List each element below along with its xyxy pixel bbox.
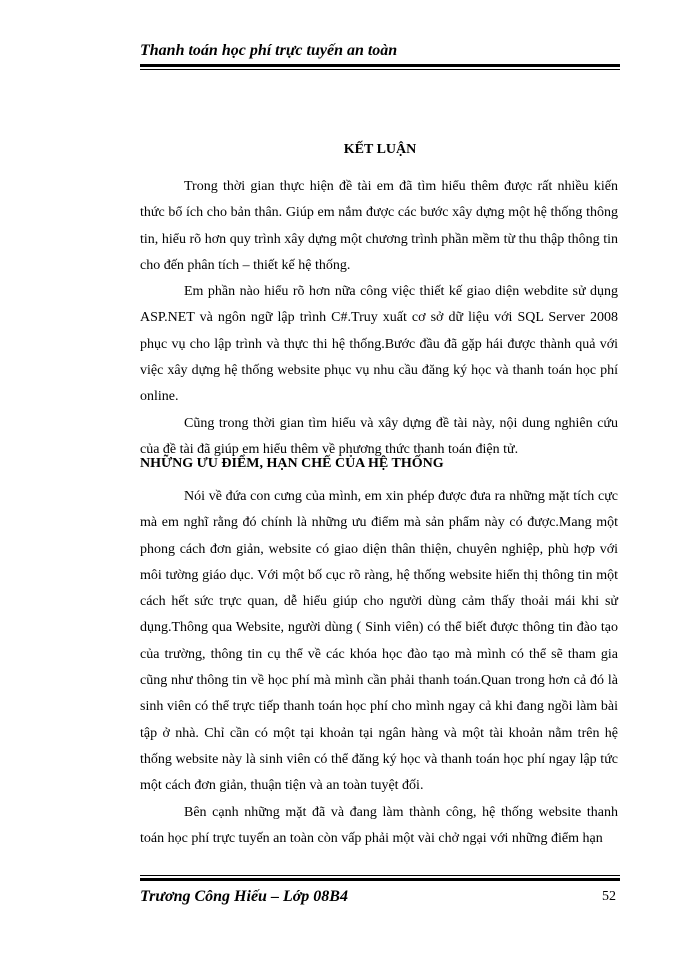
footer-author: Trương Công Hiếu – Lớp 08B4 [140,888,348,905]
header-rule-thin [140,69,620,70]
advantages-paragraph: Bên cạnh những mặt đã và đang làm thành công, hệ thống website thanh toán học phí trực tuyến an toàn còn vấp phải một vài chở ngại với những điểm hạn [140,804,618,846]
header-title: Thanh toán học phí trực tuyến an toàn [140,42,398,59]
advantages-heading: NHỮNG ƯU ĐIỂM, HẠN CHẾ CỦA HỆ THỐNG [140,456,444,471]
conclusion-paragraph: Trong thời gian thực hiện đề tài em đã tìm hiểu thêm được rất nhiều kiến thức bổ ích cho bản thân. Giúp em nắm được các bước xây dựng một hệ thống thông tin, hiểu rõ hơn quy trình xây dựng một chương trình phần mềm từ thu thập thông tin cho đến phân tích – thiết kế hệ thống. [140,179,618,273]
conclusion-heading: KẾT LUẬN [343,142,417,157]
page-number: 52 [602,889,616,904]
header-rule-thick [140,64,620,67]
conclusion-body [140,174,618,463]
advantages-paragraph: Nói về đứa con cưng của mình, em xin phép được đưa ra những mặt tích cực mà em nghĩ rằng đó chính là những ưu điểm mà sản phẩm này có được.Mang một phong cách đơn giản, website có giao diện thân thiện, chuyên nghiệp, phù hợp với môi tường giáo dục. Với một bố cục rõ ràng, hệ thống website hiển thị thông tin một cách hết sức trực quan, dễ hiểu giúp cho người dùng cảm thấy thoải mái khi sử dụng.Thông qua Website, người dùng ( Sinh viên) có thể biết được thông tin đào tạo của trường, thông tin cụ thể về các khóa học đào tạo mà mình có thể sẽ tham gia cũng như thông tin về học phí mà mình cần phải thanh toán.Quan trong hơn cả đó là sinh viên có thể trực tiếp thanh toán học phí cho mình ngay cả khi đang ngồi làm bài tập ở nhà. Chỉ cần có một tại khoản tại ngân hàng và một tài khoản nằm trên hệ thống website này là sinh viên có thể đăng ký học và thanh toán học phí ngay lập tức một cách đơn giản, thuận tiện và an toàn tuyệt đối. [140,489,618,794]
conclusion-paragraph: Em phần nào hiểu rõ hơn nữa công việc thiết kế giao diện webdite sử dụng ASP.NET và ngôn ngữ lập trình C#.Truy xuất cơ sở dữ liệu với SQL Server 2008 phục vụ cho lập trình và thực thi hệ thống.Bước đầu đã gặp hái được thành quả với việc xây dựng hệ thống website phục vụ nhu cầu đăng ký học và thanh toán học phí online. [140,284,618,405]
advantages-body [140,484,618,852]
conclusion-paragraph: Cũng trong thời gian tìm hiểu và xây dựng đề tài này, nội dung nghiên cứu của đề tài đã giúp em hiểu thêm về phương thức thanh toán điện tử. [140,415,618,457]
footer-rule-thick [140,878,620,881]
footer-rule-thin [140,875,620,876]
